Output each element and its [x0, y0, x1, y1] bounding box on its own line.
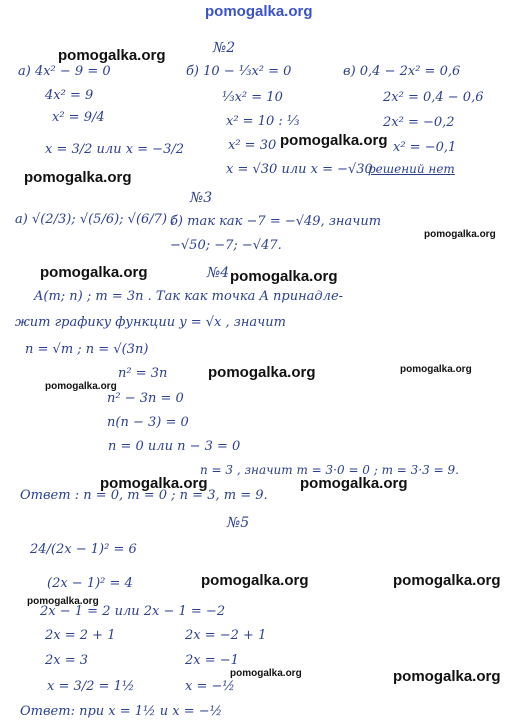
watermark: pomogalka.org: [393, 572, 501, 589]
s4-line-2: жит графику функции y = √x , значит: [15, 315, 286, 330]
watermark: pomogalka.org: [100, 475, 208, 492]
section-4-title: №4: [207, 265, 230, 281]
s2v-line-3: 2x² = −0,2: [383, 115, 455, 130]
section-3-title: №3: [190, 190, 213, 206]
s2v-line-4: x² = −0,1: [393, 140, 457, 155]
watermark: pomogalka.org: [58, 47, 166, 64]
s4-line-7: n = 0 или n − 3 = 0: [108, 439, 241, 454]
s5-line-7: 2x = −1: [185, 653, 239, 668]
s2v-line-1: в) 0,4 − 2x² = 0,6: [343, 64, 461, 79]
s2a-line-3: x² = 9/4: [52, 110, 105, 125]
watermark: pomogalka.org: [230, 668, 302, 679]
s2b-line-2: ⅓x² = 10: [222, 90, 283, 105]
s2a-line-2: 4x² = 9: [45, 88, 94, 103]
s4-line-1: A(m; n) ; m = 3n . Так как точка A принадле-: [34, 289, 344, 304]
watermark: pomogalka.org: [24, 169, 132, 186]
s2b-line-1: б) 10 − ⅓x² = 0: [186, 64, 292, 79]
watermark: pomogalka.org: [208, 364, 316, 381]
s5-line-8: x = 3/2 = 1½: [47, 679, 135, 694]
s2b-line-5: x = √30 или x = −√30: [226, 162, 373, 177]
s5-line-6: 2x = 3: [45, 653, 89, 668]
s2a-line-4: x = 3/2 или x = −3/2: [45, 142, 185, 157]
watermark: pomogalka.org: [27, 596, 99, 607]
s5-answer: Ответ: при x = 1½ и x = −½: [20, 704, 223, 719]
s3b-line-1: б) так как −7 = −√49, значит: [170, 214, 382, 229]
s2a-line-1: а) 4x² − 9 = 0: [18, 64, 111, 79]
s3b-line-2: −√50; −7; −√47.: [170, 238, 282, 253]
s5-line-4: 2x = 2 + 1: [45, 628, 116, 643]
watermark: pomogalka.org: [45, 381, 117, 392]
s5-line-3: 2x − 1 = 2 или 2x − 1 = −2: [40, 604, 226, 619]
site-header[interactable]: pomogalka.org: [205, 3, 313, 20]
watermark: pomogalka.org: [40, 264, 148, 281]
watermark: pomogalka.org: [393, 668, 501, 685]
s5-line-9: x = −½: [185, 679, 235, 694]
watermark: pomogalka.org: [280, 132, 388, 149]
s4-line-8: n = 3 , значит m = 3·0 = 0 ; m = 3·3 = 9.: [200, 463, 459, 477]
s4-line-3: n = √m ; n = √(3n): [25, 342, 149, 357]
watermark: pomogalka.org: [230, 268, 338, 285]
s2v-line-2: 2x² = 0,4 − 0,6: [383, 90, 484, 105]
s5-line-2: (2x − 1)² = 4: [47, 576, 133, 591]
section-2-title: №2: [213, 40, 236, 56]
s2v-no-solutions: решений нет: [368, 162, 455, 176]
s2b-line-4: x² = 30: [228, 138, 277, 153]
section-5-title: №5: [227, 515, 250, 531]
s2b-line-3: x² = 10 : ⅓: [226, 114, 300, 129]
watermark: pomogalka.org: [300, 475, 408, 492]
s4-line-6: n(n − 3) = 0: [107, 415, 189, 430]
watermark: pomogalka.org: [424, 229, 496, 240]
watermark: pomogalka.org: [400, 364, 472, 375]
s3a-line: а) √(2/3); √(5/6); √(6/7) ;: [15, 212, 176, 227]
s5-line-1: 24/(2x − 1)² = 6: [30, 542, 137, 557]
s4-answer: Ответ : n = 0, m = 0 ; n = 3, m = 9.: [20, 488, 268, 503]
s4-line-5: n² − 3n = 0: [107, 391, 184, 406]
s4-line-4: n² = 3n: [118, 366, 168, 381]
s5-line-5: 2x = −2 + 1: [185, 628, 267, 643]
watermark: pomogalka.org: [201, 572, 309, 589]
